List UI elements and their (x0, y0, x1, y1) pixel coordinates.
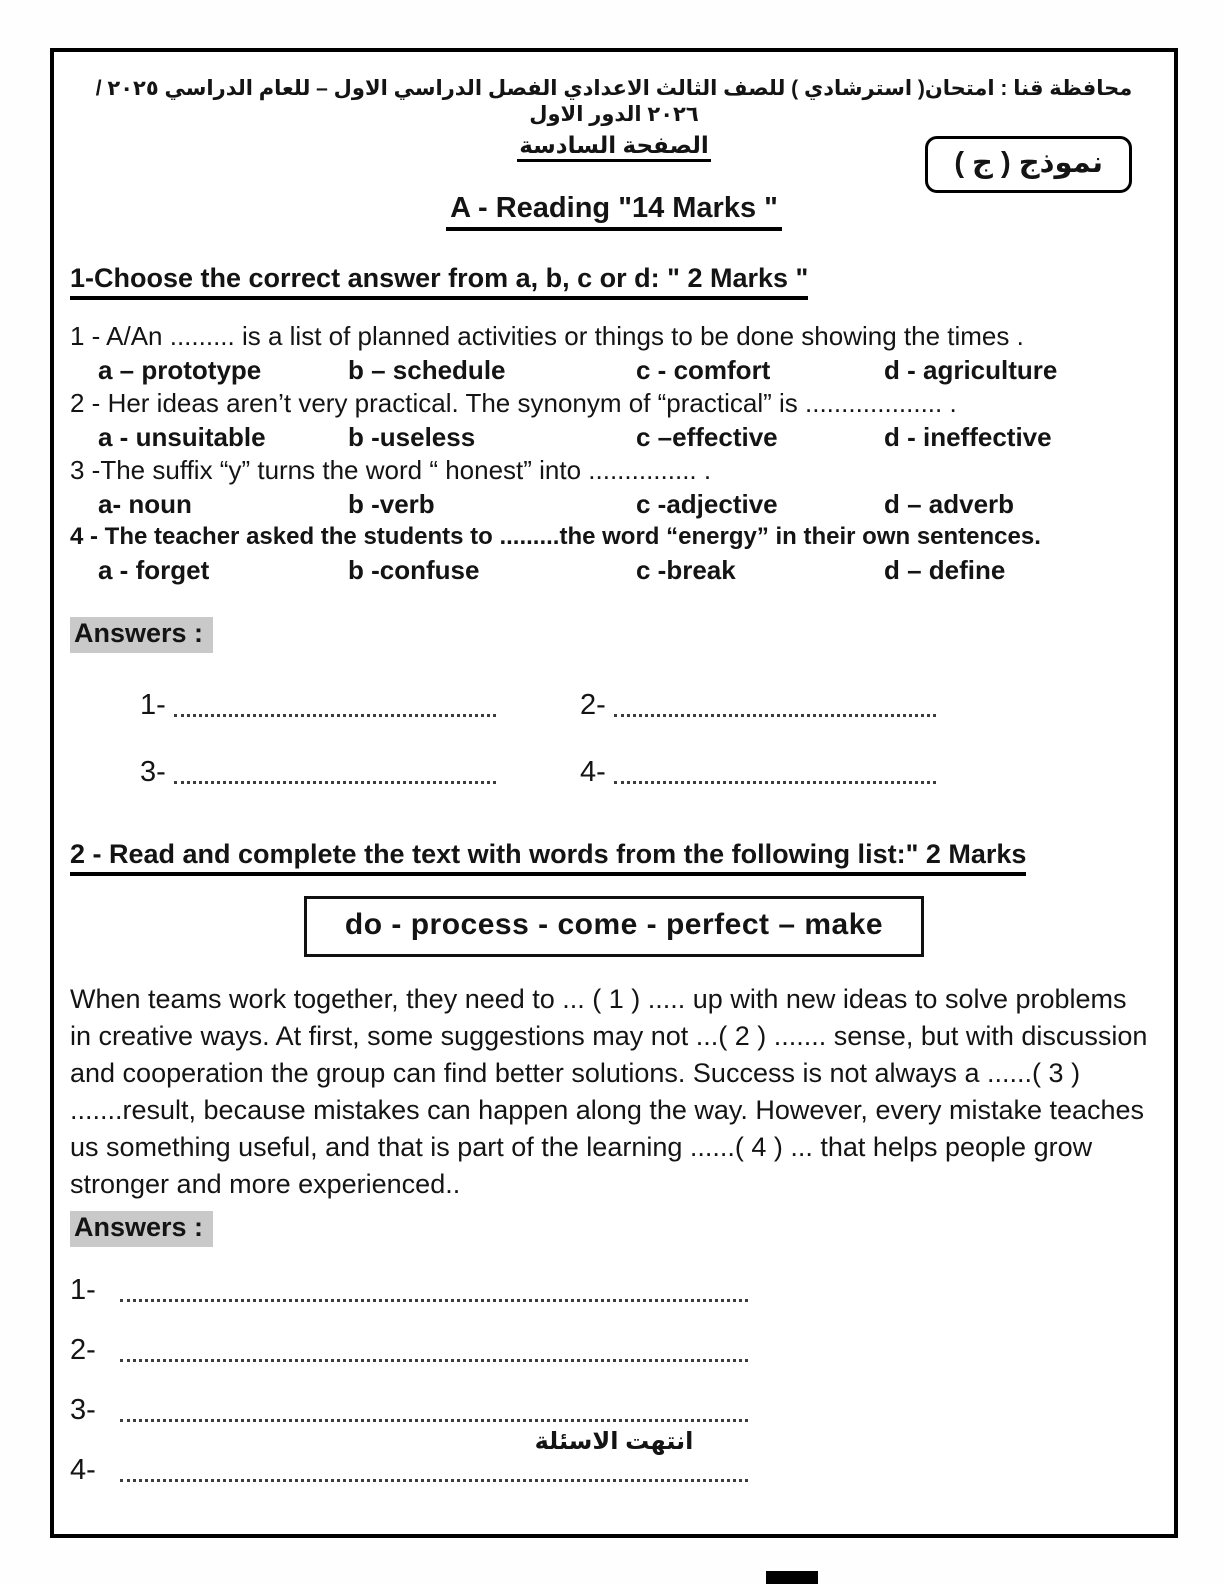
answer-line-2 (70, 1334, 1158, 1367)
option-b: b -confuse (348, 555, 480, 585)
option-b: b -verb (348, 489, 435, 519)
answer-number: 1- (140, 689, 166, 721)
mcq-question-1: 1 - A/An ......... is a list of planned activities or things to be done showing the times . (70, 321, 1024, 351)
answer-line-2 (580, 689, 1158, 722)
answer-line-dots (120, 1296, 748, 1302)
option-d: d - agriculture (884, 355, 1058, 385)
answer-number: 4- (580, 756, 606, 788)
option-a: a - unsuitable (98, 422, 266, 452)
option-d: d - ineffective (884, 422, 1052, 452)
option-b: b -useless (348, 422, 476, 452)
end-of-questions-arabic: انتهت الاسئلة (534, 1428, 694, 1455)
answer-number: 4- (70, 1454, 96, 1486)
question2-heading: 2 - Read and complete the text with words from the following list:" 2 Marks (70, 839, 1158, 870)
mcq-question-4: 4 - The teacher asked the students to .........the word “energy” in their own sentences. (70, 523, 1041, 550)
answers-label-section2: Answers : (70, 1211, 213, 1247)
section-title-reading: A - Reading "14 Marks " (70, 192, 1158, 225)
answer-line-3 (70, 1394, 1158, 1427)
answers-label-section1: Answers : (70, 617, 213, 653)
answer-number: 3- (140, 756, 166, 788)
answer-number: 2- (70, 1334, 96, 1366)
option-a: a- noun (98, 489, 192, 519)
option-d: d – define (884, 555, 1006, 585)
mcq-options-2 (70, 420, 1158, 454)
answer-line-3 (140, 756, 580, 789)
answer-line-dots (174, 711, 496, 717)
mcq-options-3 (70, 487, 1158, 521)
option-a: a – prototype (98, 355, 262, 385)
page-number-arabic: الصفحة السادسة (70, 130, 1158, 160)
word-list-box: do - process - come - perfect – make (304, 896, 924, 957)
mcq-options-1 (70, 353, 1158, 387)
answer-line-4 (580, 756, 1158, 789)
mcq-block (70, 320, 1158, 587)
exam-sheet-border (50, 48, 1178, 1538)
mcq-question-3: 3 -The suffix “y” turns the word “ honest” into ............... . (70, 455, 712, 485)
answer-line-dots (174, 778, 496, 784)
page-footer-fragment (766, 1571, 818, 1584)
option-a: a - forget (98, 555, 210, 585)
answer-line-4 (70, 1454, 1158, 1487)
mcq-options-4 (70, 553, 1158, 587)
answer-line-dots (120, 1476, 748, 1482)
question1-heading: 1-Choose the correct answer from a, b, c or d: " 2 Marks " (70, 263, 1158, 294)
exam-header-arabic: محافظة قنا : امتحان( استرشادي ) للصف الثالث الاعدادي الفصل الدراسي الاول – للعام الدراسي ٢٠٢٥ / ٢٠٢٦ الدور الاول (95, 77, 1133, 126)
option-c: c -break (636, 555, 736, 585)
option-c: c –effective (636, 422, 778, 452)
option-c: c - comfort (636, 355, 771, 385)
answer-number: 3- (70, 1394, 96, 1426)
model-variant-box: نموذج ( ج ) (925, 136, 1132, 193)
answer-line-1 (140, 689, 580, 722)
answer-number: 2- (580, 689, 606, 721)
answers-grid-section1 (70, 689, 1158, 789)
answer-line-dots (614, 711, 936, 717)
answer-line-dots (120, 1356, 748, 1362)
option-d: d – adverb (884, 489, 1015, 519)
answer-line-1 (70, 1274, 1158, 1307)
word-list-wrapper (70, 896, 1158, 957)
option-b: b – schedule (348, 355, 506, 385)
completion-paragraph: When teams work together, they need to ... ( 1 ) ..... up with new ideas to solve problems in creative ways. At first, some suggestions may not ...( 2 ) ....... sense, but with discussion and cooperation the group can find better solutions. Success is not always a ......( 3 ) .......result, because mistakes can happen along the way. However, every mistake teaches us something useful, and that is part of the learning ......( 4 ) ... that helps people grow stronger and more experienced.. (70, 984, 1148, 1199)
answer-line-dots (120, 1416, 748, 1422)
option-c: c -adjective (636, 489, 778, 519)
mcq-question-2: 2 - Her ideas aren’t very practical. The synonym of “practical” is ................... . (70, 388, 957, 418)
answer-line-dots (614, 778, 936, 784)
answer-number: 1- (70, 1274, 96, 1306)
